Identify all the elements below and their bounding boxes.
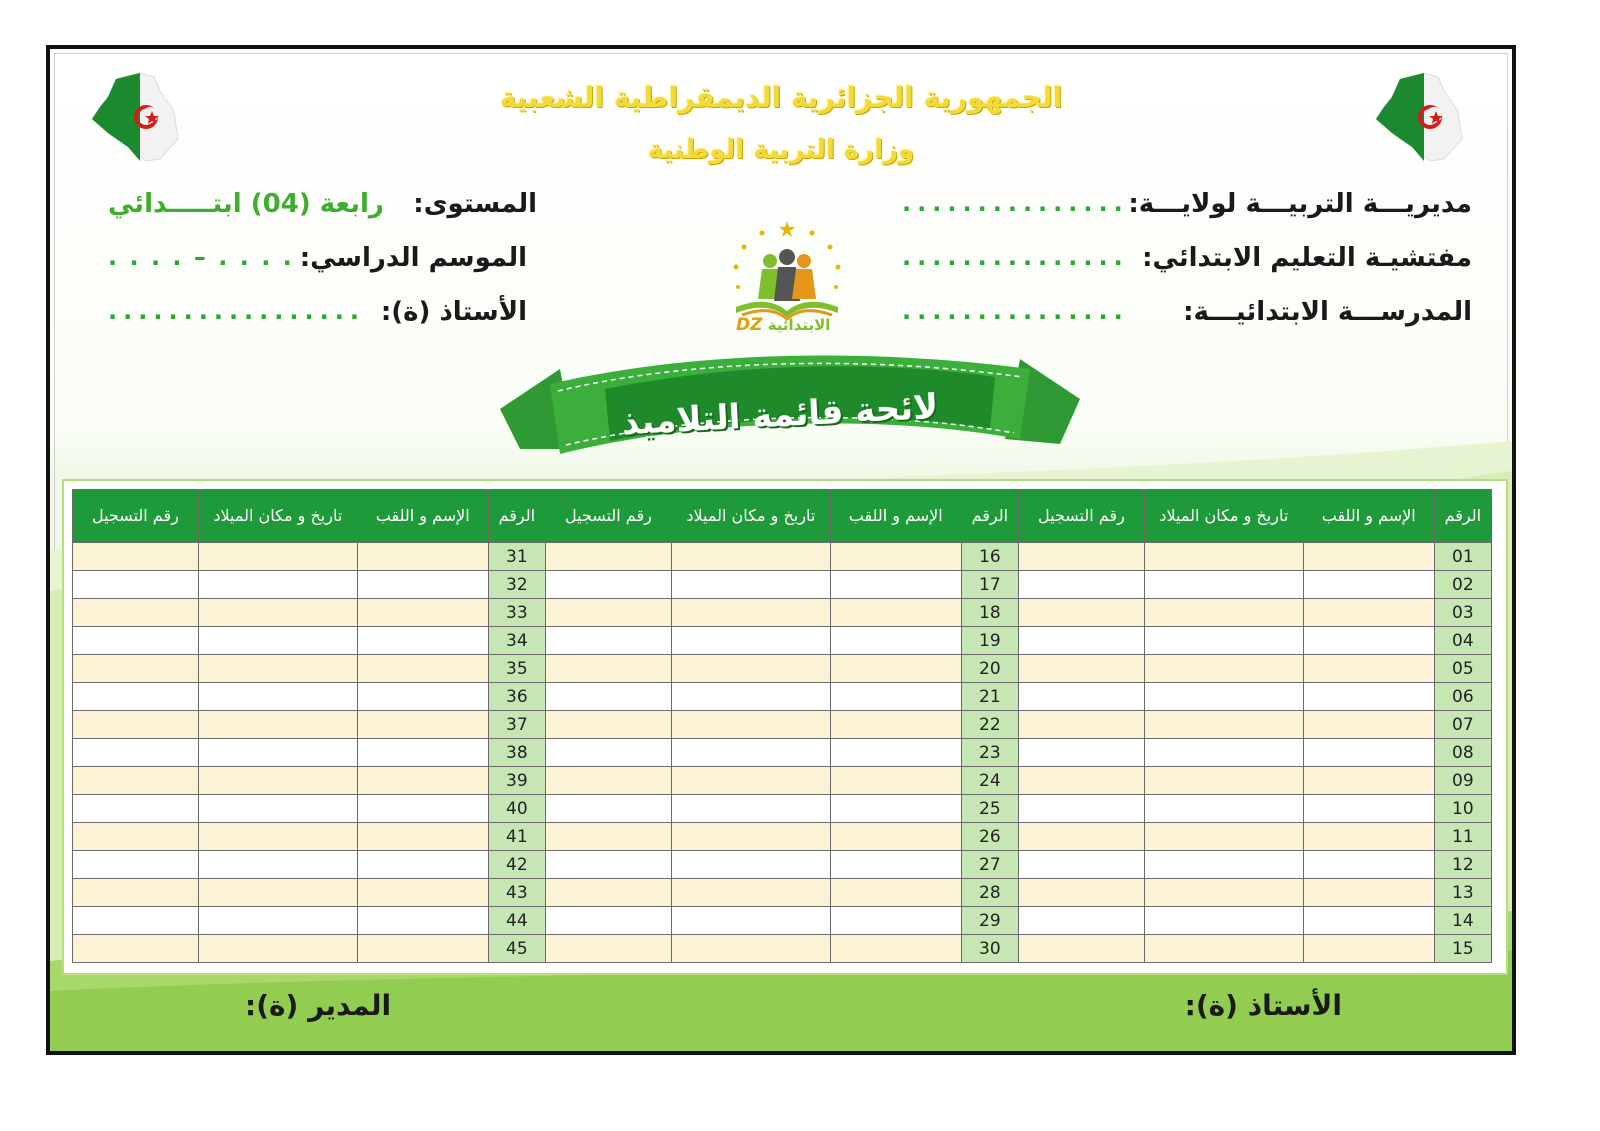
registration-cell[interactable]	[73, 543, 199, 571]
row-number-cell: 25	[961, 795, 1018, 823]
name-cell[interactable]	[357, 683, 488, 711]
name-cell[interactable]	[357, 907, 488, 935]
name-cell[interactable]	[1303, 935, 1434, 963]
school-label: المدرســـة الابتدائيـــة:	[1183, 297, 1472, 327]
name-cell[interactable]	[357, 851, 488, 879]
name-cell[interactable]	[1303, 795, 1434, 823]
student-table-container	[62, 479, 1508, 975]
registration-cell[interactable]	[546, 711, 672, 739]
name-cell[interactable]	[357, 599, 488, 627]
name-cell[interactable]	[1303, 711, 1434, 739]
name-cell[interactable]	[1303, 823, 1434, 851]
row-number-cell: 17	[961, 571, 1018, 599]
name-cell[interactable]	[357, 627, 488, 655]
level-label: المستوى:	[413, 189, 537, 219]
name-cell[interactable]	[830, 571, 961, 599]
registration-cell[interactable]	[1019, 627, 1145, 655]
birth-cell[interactable]	[671, 599, 830, 627]
registration-cell[interactable]	[546, 683, 672, 711]
birth-cell[interactable]	[671, 851, 830, 879]
name-cell[interactable]	[357, 543, 488, 571]
row-number-cell: 22	[961, 711, 1018, 739]
name-cell[interactable]	[830, 879, 961, 907]
name-cell[interactable]	[357, 823, 488, 851]
name-cell[interactable]	[357, 935, 488, 963]
registration-cell[interactable]	[546, 767, 672, 795]
table-row	[73, 683, 1492, 711]
name-cell[interactable]	[830, 851, 961, 879]
inspectorate-label: مفتشيـة التعليم الابتدائي:	[1142, 243, 1472, 273]
season-value: . . . . – . . . .	[108, 243, 294, 271]
name-cell[interactable]	[830, 739, 961, 767]
birth-cell[interactable]	[671, 655, 830, 683]
registration-cell[interactable]	[73, 599, 199, 627]
birth-cell[interactable]	[671, 823, 830, 851]
birth-cell[interactable]	[1144, 907, 1303, 935]
name-cell[interactable]	[830, 795, 961, 823]
header-birth: تاريخ و مكان الميلاد	[1144, 490, 1303, 543]
header-registration: رقم التسجيل	[546, 490, 672, 543]
table-row	[73, 879, 1492, 907]
name-cell[interactable]	[830, 711, 961, 739]
birth-cell[interactable]	[671, 795, 830, 823]
name-cell[interactable]	[1303, 683, 1434, 711]
birth-cell[interactable]	[671, 683, 830, 711]
registration-cell[interactable]	[1019, 879, 1145, 907]
header-number: الرقم	[1434, 490, 1491, 543]
inspectorate-dots: ...............	[902, 243, 1129, 271]
row-number-cell: 14	[1434, 907, 1491, 935]
row-number-cell: 28	[961, 879, 1018, 907]
registration-cell[interactable]	[73, 655, 199, 683]
header-birth: تاريخ و مكان الميلاد	[198, 490, 357, 543]
birth-cell[interactable]	[198, 935, 357, 963]
table-row	[73, 739, 1492, 767]
birth-cell[interactable]	[198, 823, 357, 851]
row-number-cell: 03	[1434, 599, 1491, 627]
name-cell[interactable]	[1303, 655, 1434, 683]
school-dots: ...............	[902, 297, 1129, 325]
registration-cell[interactable]	[546, 935, 672, 963]
registration-cell[interactable]	[546, 851, 672, 879]
row-number-cell: 39	[488, 767, 545, 795]
registration-cell[interactable]	[1019, 543, 1145, 571]
birth-cell[interactable]	[671, 571, 830, 599]
table-row	[73, 935, 1492, 963]
birth-cell[interactable]	[1144, 571, 1303, 599]
name-cell[interactable]	[1303, 907, 1434, 935]
name-cell[interactable]	[357, 767, 488, 795]
name-cell[interactable]	[357, 879, 488, 907]
registration-cell[interactable]	[1019, 851, 1145, 879]
registration-cell[interactable]	[1019, 935, 1145, 963]
birth-cell[interactable]	[198, 683, 357, 711]
row-number-cell: 01	[1434, 543, 1491, 571]
name-cell[interactable]	[830, 599, 961, 627]
header-registration: رقم التسجيل	[1019, 490, 1145, 543]
name-cell[interactable]	[830, 767, 961, 795]
directorate-dots: ...............	[902, 189, 1129, 217]
teacher-dots: .................	[108, 297, 365, 325]
row-number-cell: 30	[961, 935, 1018, 963]
registration-cell[interactable]	[546, 795, 672, 823]
row-number-cell: 42	[488, 851, 545, 879]
birth-cell[interactable]	[671, 879, 830, 907]
birth-cell[interactable]	[671, 935, 830, 963]
table-body	[73, 543, 1492, 963]
row-number-cell: 45	[488, 935, 545, 963]
registration-cell[interactable]	[546, 599, 672, 627]
birth-cell[interactable]	[1144, 879, 1303, 907]
registration-cell[interactable]	[546, 879, 672, 907]
registration-cell[interactable]	[1019, 795, 1145, 823]
registration-cell[interactable]	[546, 543, 672, 571]
registration-cell[interactable]	[73, 795, 199, 823]
birth-cell[interactable]	[1144, 739, 1303, 767]
row-number-cell: 11	[1434, 823, 1491, 851]
name-cell[interactable]	[830, 683, 961, 711]
registration-cell[interactable]	[546, 739, 672, 767]
ribbon-title: لائحة قائمة التلاميذ	[620, 386, 940, 444]
birth-cell[interactable]	[198, 879, 357, 907]
table-row	[73, 823, 1492, 851]
row-number-cell: 24	[961, 767, 1018, 795]
row-number-cell: 04	[1434, 627, 1491, 655]
birth-cell[interactable]	[1144, 627, 1303, 655]
birth-cell[interactable]	[1144, 851, 1303, 879]
table-header-row	[73, 490, 1492, 543]
row-number-cell: 38	[488, 739, 545, 767]
name-cell[interactable]	[1303, 543, 1434, 571]
registration-cell[interactable]	[1019, 767, 1145, 795]
birth-cell[interactable]	[671, 627, 830, 655]
name-cell[interactable]	[1303, 879, 1434, 907]
name-cell[interactable]	[1303, 571, 1434, 599]
name-cell[interactable]	[830, 823, 961, 851]
table-row	[73, 571, 1492, 599]
table-row	[73, 543, 1492, 571]
name-cell[interactable]	[1303, 739, 1434, 767]
name-cell[interactable]	[1303, 851, 1434, 879]
registration-cell[interactable]	[1019, 907, 1145, 935]
registration-cell[interactable]	[73, 907, 199, 935]
row-number-cell: 19	[961, 627, 1018, 655]
header-number: الرقم	[961, 490, 1018, 543]
row-number-cell: 02	[1434, 571, 1491, 599]
registration-cell[interactable]	[546, 907, 672, 935]
name-cell[interactable]	[1303, 627, 1434, 655]
birth-cell[interactable]	[671, 543, 830, 571]
name-cell[interactable]	[357, 739, 488, 767]
table-row	[73, 599, 1492, 627]
birth-cell[interactable]	[198, 767, 357, 795]
name-cell[interactable]	[1303, 599, 1434, 627]
birth-cell[interactable]	[671, 907, 830, 935]
birth-cell[interactable]	[1144, 711, 1303, 739]
ministry-title: وزارة التربية الوطنية	[647, 135, 915, 165]
registration-cell[interactable]	[546, 655, 672, 683]
name-cell[interactable]	[1303, 767, 1434, 795]
birth-cell[interactable]	[198, 599, 357, 627]
row-number-cell: 26	[961, 823, 1018, 851]
birth-cell[interactable]	[1144, 767, 1303, 795]
birth-cell[interactable]	[1144, 543, 1303, 571]
logo-dz-text: DZ	[736, 315, 763, 335]
row-number-cell: 27	[961, 851, 1018, 879]
row-number-cell: 15	[1434, 935, 1491, 963]
row-number-cell: 06	[1434, 683, 1491, 711]
table-row	[73, 655, 1492, 683]
registration-cell[interactable]	[546, 627, 672, 655]
birth-cell[interactable]	[198, 907, 357, 935]
row-number-cell: 10	[1434, 795, 1491, 823]
table-row	[73, 767, 1492, 795]
row-number-cell: 32	[488, 571, 545, 599]
row-number-cell: 23	[961, 739, 1018, 767]
registration-cell[interactable]	[1019, 823, 1145, 851]
registration-cell[interactable]	[546, 571, 672, 599]
name-cell[interactable]	[357, 655, 488, 683]
season-label: الموسم الدراسي:	[299, 243, 527, 273]
row-number-cell: 29	[961, 907, 1018, 935]
birth-cell[interactable]	[1144, 795, 1303, 823]
row-number-cell: 12	[1434, 851, 1491, 879]
table-row	[73, 627, 1492, 655]
row-number-cell: 31	[488, 543, 545, 571]
row-number-cell: 36	[488, 683, 545, 711]
name-cell[interactable]	[357, 711, 488, 739]
birth-cell[interactable]	[198, 711, 357, 739]
birth-cell[interactable]	[1144, 655, 1303, 683]
teacher-signature-label: الأستاذ (ة):	[1184, 989, 1342, 1022]
birth-cell[interactable]	[671, 711, 830, 739]
name-cell[interactable]	[830, 935, 961, 963]
row-number-cell: 44	[488, 907, 545, 935]
birth-cell[interactable]	[1144, 683, 1303, 711]
birth-cell[interactable]	[198, 851, 357, 879]
row-number-cell: 18	[961, 599, 1018, 627]
registration-cell[interactable]	[1019, 655, 1145, 683]
header-name: الإسم و اللقب	[357, 490, 488, 543]
name-cell[interactable]	[830, 543, 961, 571]
birth-cell[interactable]	[1144, 935, 1303, 963]
row-number-cell: 33	[488, 599, 545, 627]
row-number-cell: 43	[488, 879, 545, 907]
registration-cell[interactable]	[73, 683, 199, 711]
birth-cell[interactable]	[1144, 599, 1303, 627]
registration-cell[interactable]	[1019, 599, 1145, 627]
header-name: الإسم و اللقب	[1303, 490, 1434, 543]
row-number-cell: 21	[961, 683, 1018, 711]
row-number-cell: 37	[488, 711, 545, 739]
registration-cell[interactable]	[73, 739, 199, 767]
birth-cell[interactable]	[198, 571, 357, 599]
header-number: الرقم	[488, 490, 545, 543]
birth-cell[interactable]	[198, 739, 357, 767]
level-value: رابعة (04) ابتـــــدائي	[108, 189, 384, 219]
table-row	[73, 795, 1492, 823]
row-number-cell: 34	[488, 627, 545, 655]
table-row	[73, 711, 1492, 739]
row-number-cell: 13	[1434, 879, 1491, 907]
header-birth: تاريخ و مكان الميلاد	[671, 490, 830, 543]
document-frame	[46, 45, 1516, 1055]
registration-cell[interactable]	[1019, 683, 1145, 711]
registration-cell[interactable]	[1019, 739, 1145, 767]
registration-cell[interactable]	[73, 823, 199, 851]
birth-cell[interactable]	[671, 767, 830, 795]
header-registration: رقم التسجيل	[73, 490, 199, 543]
registration-cell[interactable]	[1019, 571, 1145, 599]
table-row	[73, 851, 1492, 879]
birth-cell[interactable]	[1144, 823, 1303, 851]
row-number-cell: 09	[1434, 767, 1491, 795]
row-number-cell: 08	[1434, 739, 1491, 767]
director-signature-label: المدير (ة):	[245, 989, 392, 1022]
birth-cell[interactable]	[198, 627, 357, 655]
row-number-cell: 40	[488, 795, 545, 823]
registration-cell[interactable]	[73, 627, 199, 655]
registration-cell[interactable]	[73, 851, 199, 879]
birth-cell[interactable]	[198, 543, 357, 571]
row-number-cell: 35	[488, 655, 545, 683]
student-list-table	[72, 489, 1492, 963]
birth-cell[interactable]	[198, 795, 357, 823]
row-number-cell: 16	[961, 543, 1018, 571]
registration-cell[interactable]	[1019, 711, 1145, 739]
row-number-cell: 20	[961, 655, 1018, 683]
registration-cell[interactable]	[73, 935, 199, 963]
registration-cell[interactable]	[73, 767, 199, 795]
name-cell[interactable]	[357, 795, 488, 823]
registration-cell[interactable]	[546, 823, 672, 851]
republic-title: الجمهورية الجزائرية الديمقراطية الشعبية	[499, 81, 1063, 114]
row-number-cell: 41	[488, 823, 545, 851]
name-cell[interactable]	[830, 627, 961, 655]
registration-cell[interactable]	[73, 711, 199, 739]
row-number-cell: 05	[1434, 655, 1491, 683]
name-cell[interactable]	[830, 655, 961, 683]
directorate-label: مديريـــة التربيـــة لولايـــة:	[1128, 189, 1472, 219]
logo-label-text: الابتدائية	[767, 316, 831, 334]
row-number-cell: 07	[1434, 711, 1491, 739]
birth-cell[interactable]	[671, 739, 830, 767]
name-cell[interactable]	[830, 907, 961, 935]
header-name: الإسم و اللقب	[830, 490, 961, 543]
registration-cell[interactable]	[73, 571, 199, 599]
table-row	[73, 907, 1492, 935]
name-cell[interactable]	[357, 571, 488, 599]
teacher-label: الأستاذ (ة):	[380, 297, 527, 327]
registration-cell[interactable]	[73, 879, 199, 907]
birth-cell[interactable]	[198, 655, 357, 683]
